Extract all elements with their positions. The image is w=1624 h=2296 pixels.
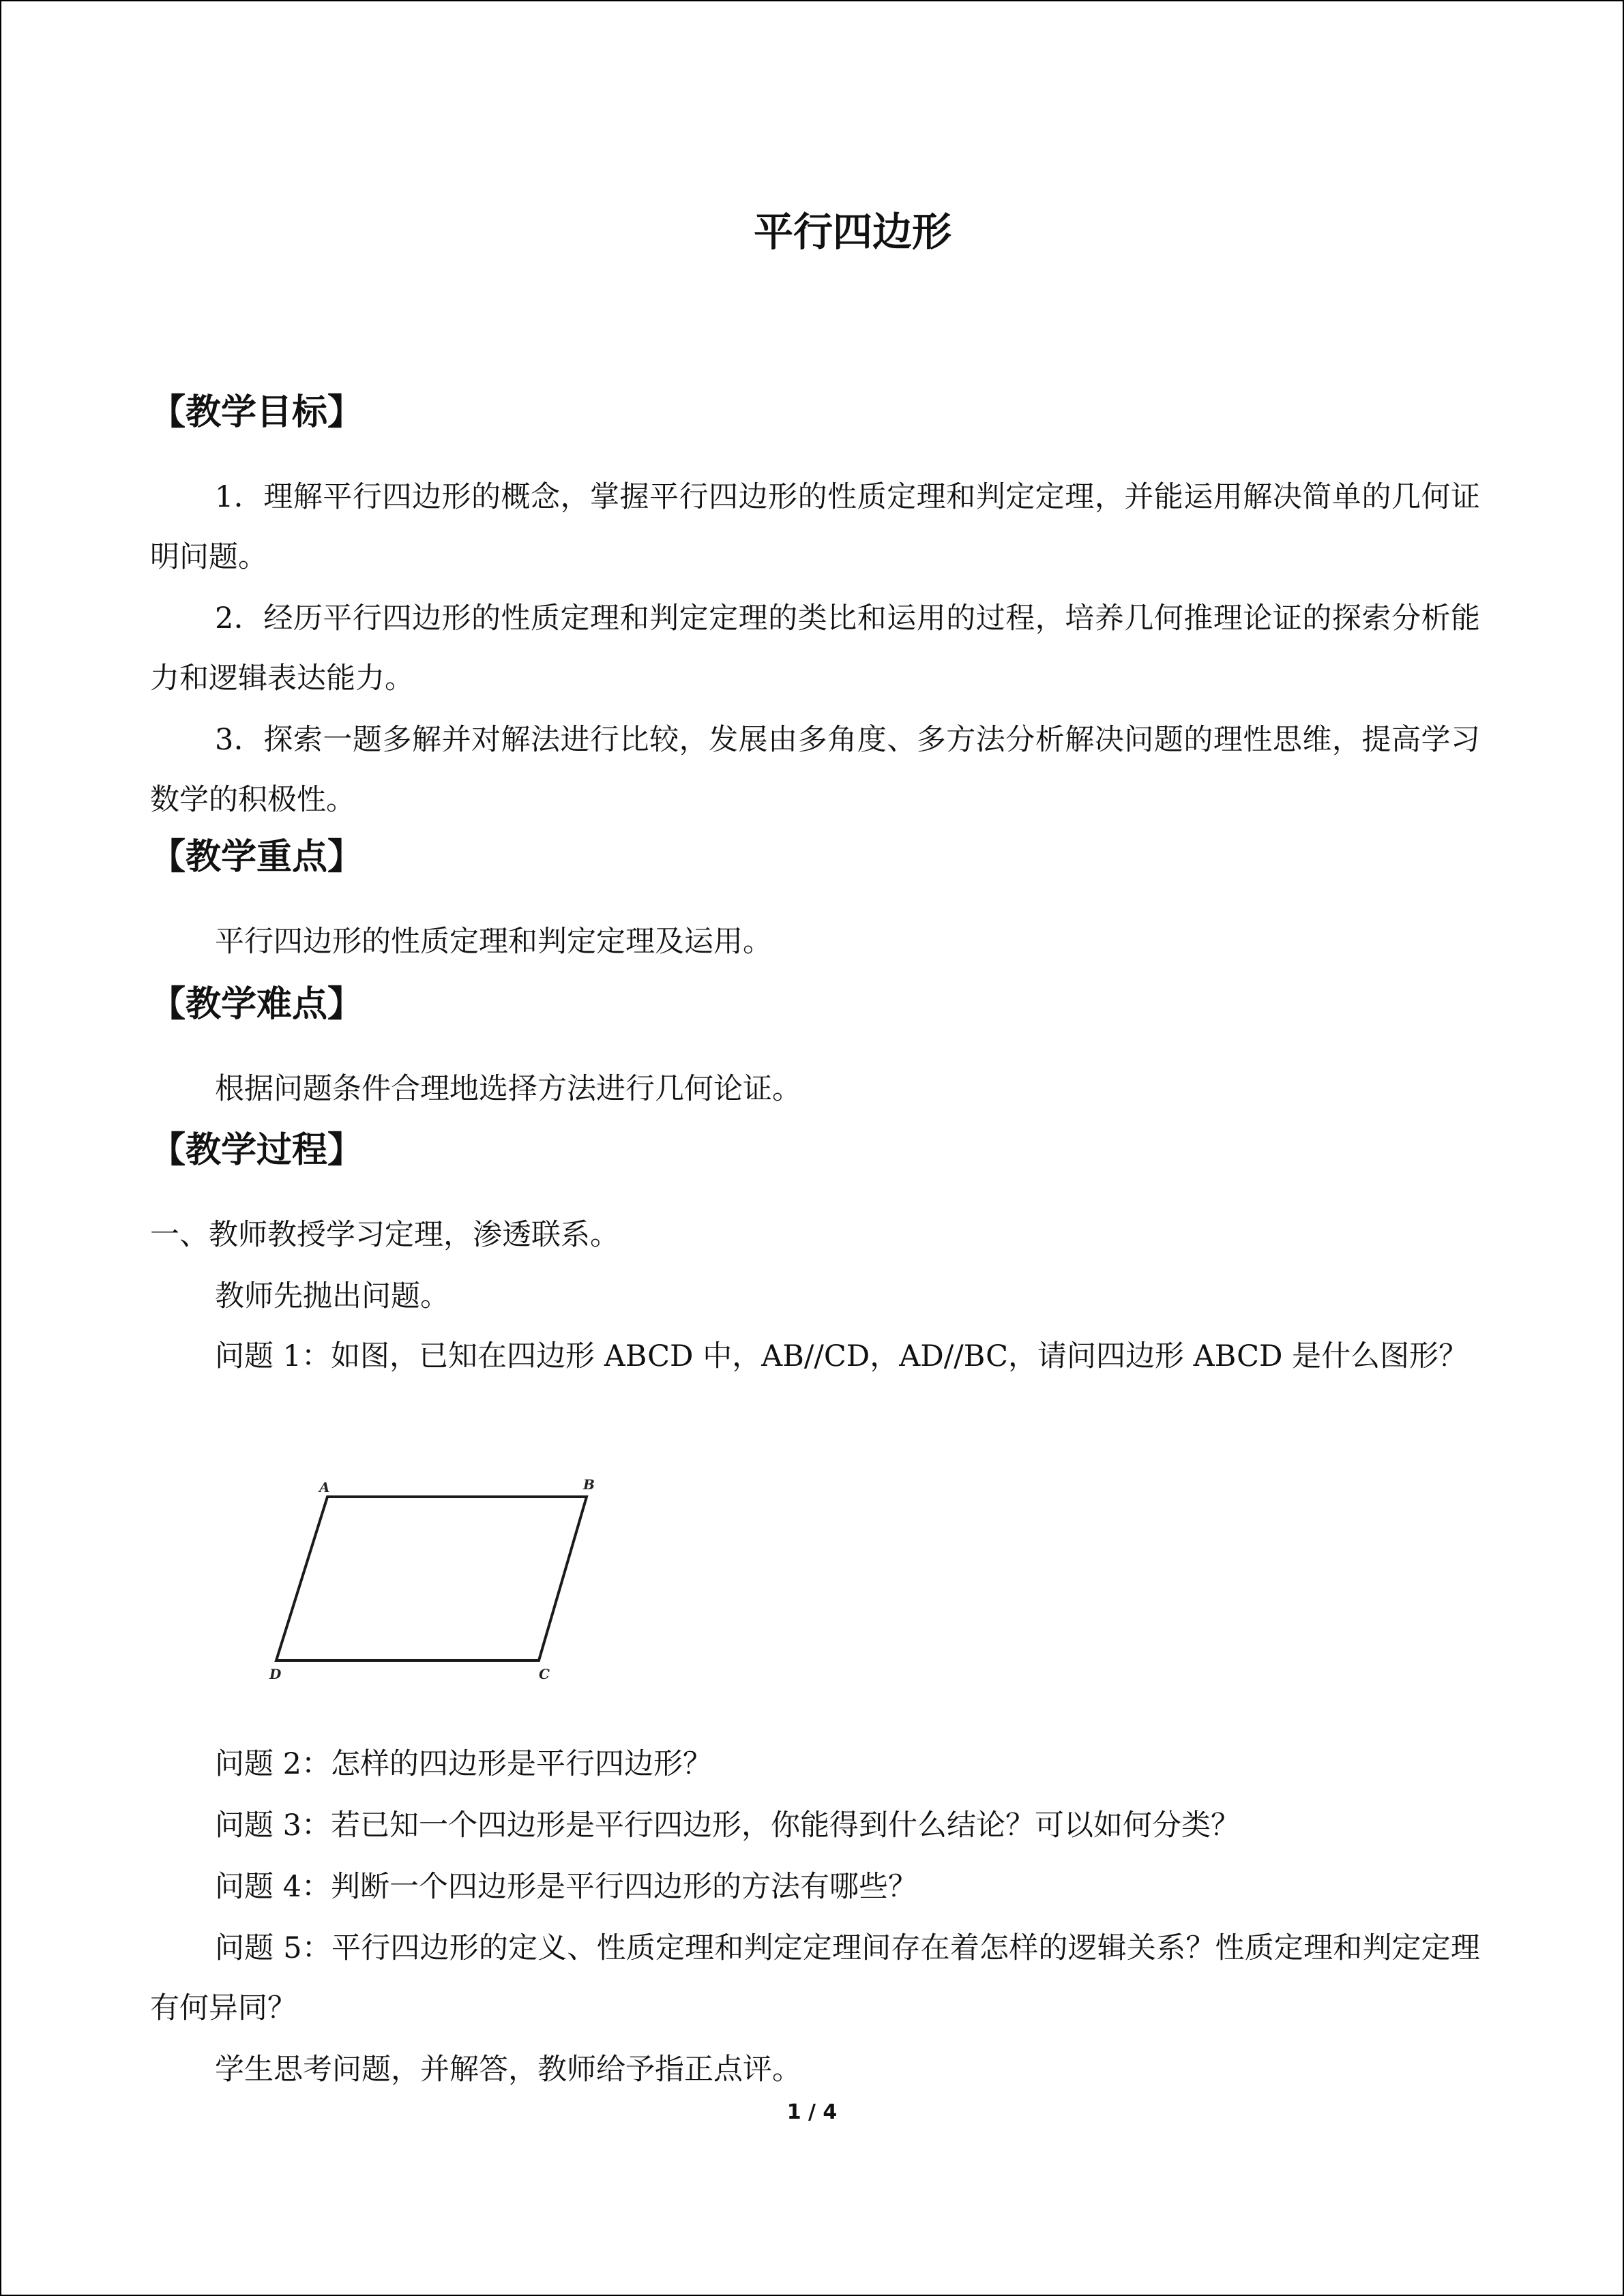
question-3: 问题 3：若已知一个四边形是平行四边形，你能得到什么结论？可以如何分类？	[215, 1808, 1241, 1843]
process-intro: 教师先抛出问题。	[215, 1279, 449, 1313]
objective-2: 2．经历平行四边形的性质定理和判定定理的类比和运用的过程，培养几何推理论证的探索分析能力和逻辑表达能力。	[150, 601, 1480, 696]
heading-process: 【教学过程】	[150, 1130, 364, 1171]
heading-objectives: 【教学目标】	[150, 392, 364, 433]
vertex-label-b: B	[583, 1476, 595, 1493]
question-5: 问题 5：平行四边形的定义、性质定理和判定定理间存在着怎样的逻辑关系？性质定理和判定定理有何异同？	[150, 1931, 1480, 2025]
heading-difficulties: 【教学难点】	[150, 984, 364, 1025]
document-body	[150, 205, 1480, 2087]
process-step-1: 一、教师教授学习定理，渗透联系。	[150, 1218, 619, 1252]
page-number: 1 / 4	[786, 2100, 838, 2124]
vertex-label-a: A	[319, 1479, 330, 1495]
heading-key-points: 【教学重点】	[150, 837, 364, 878]
vertex-label-c: C	[539, 1666, 550, 1682]
parallelogram-shape	[276, 1497, 587, 1660]
question-1: 问题 1：如图，已知在四边形 ABCD 中，AB//CD，AD//BC，请问四边形 ABCD 是什么图形？	[215, 1339, 1468, 1373]
difficulties-text: 根据问题条件合理地选择方法进行几何论证。	[215, 1072, 801, 1106]
parallelogram-figure	[239, 1466, 621, 1682]
objective-3: 3．探索一题多解并对解法进行比较，发展由多角度、多方法分析解决问题的理性思维，提高学习数学的积极性。	[150, 723, 1480, 817]
objective-1: 1．理解平行四边形的概念，掌握平行四边形的性质定理和判定定理，并能运用解决简单的几何证明问题。	[150, 480, 1480, 574]
page-title: 平行四边形	[753, 209, 951, 255]
key-points-text: 平行四边形的性质定理和判定定理及运用。	[215, 925, 772, 959]
question-4: 问题 4：判断一个四边形是平行四边形的方法有哪些？	[215, 1870, 918, 1904]
vertex-label-d: D	[269, 1666, 282, 1682]
parallelogram-diagram	[239, 1466, 621, 1682]
question-2: 问题 2：怎样的四边形是平行四边形？	[215, 1747, 713, 1781]
student-response: 学生思考问题，并解答，教师给予指正点评。	[215, 2053, 801, 2087]
